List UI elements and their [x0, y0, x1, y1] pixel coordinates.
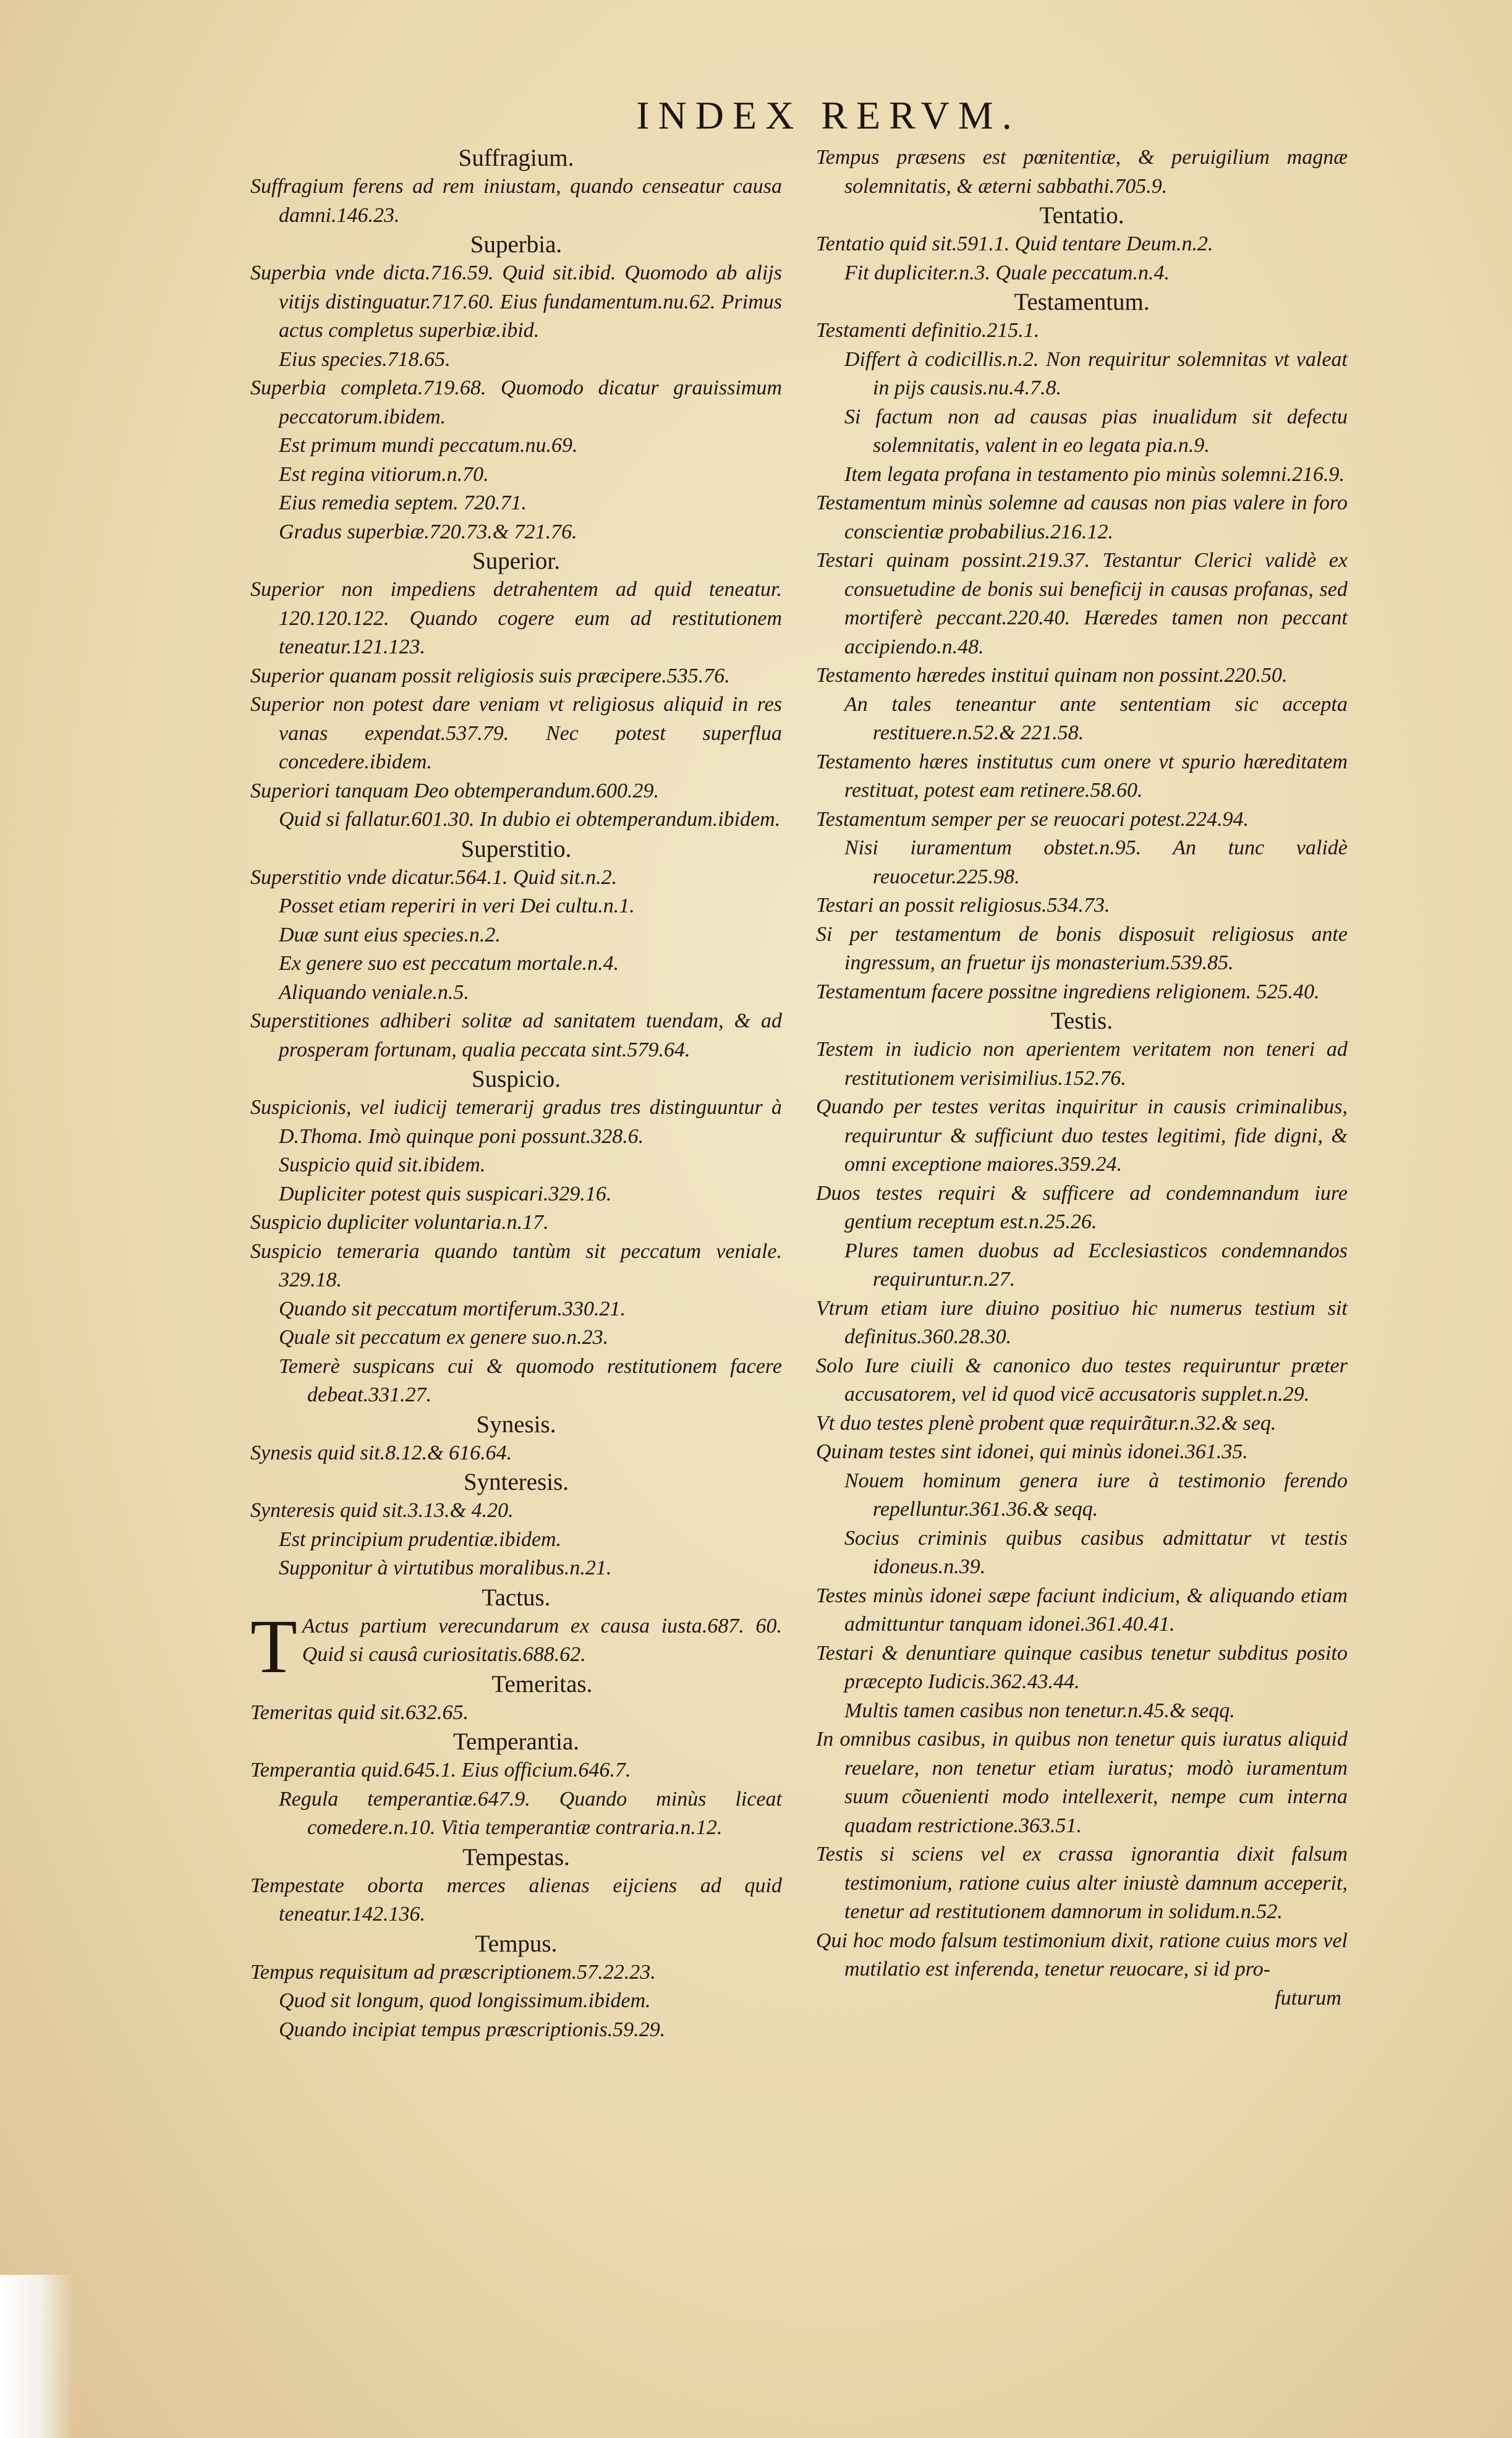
index-subentry: Item legata profana in testamento pio minùs solemni.216.9. [844, 462, 1345, 486]
index-subentry: Quando sit peccatum mortiferum.330.21. [279, 1297, 626, 1320]
index-entry: Suspicio dupliciter voluntaria.n.17. [250, 1211, 549, 1234]
index-subentry: Socius criminis quibus casibus admittatur vt testis idoneus.n.39. [844, 1526, 1348, 1578]
index-entry: Testem in iudicio non aperientem veritatem non teneri ad restitutionem verisimilius.152.76. [816, 1038, 1348, 1090]
index-subentry: Quale sit peccatum ex genere suo.n.23. [279, 1326, 609, 1349]
drop-cap: T [250, 1603, 297, 1689]
index-entry: Testamentum semper per se reuocari potest.224.94. [816, 807, 1249, 831]
index-subentry: Regula temperantiæ.647.9. Quando minùs liceat comedere.n.10. Vitia temperantiæ contraria.n.12. [279, 1787, 782, 1839]
index-subentry: Temerè suspicans cui & quomodo restitutionem facere debeat.331.27. [279, 1354, 782, 1406]
index-entry: Testamentum minùs solemne ad causas non pias valere in foro conscientiæ probabilius.216.12. [816, 491, 1348, 543]
index-entry: Vt duo testes plenè probent quæ requirãtur.n.32.& seq. [816, 1411, 1276, 1435]
index-entry: Quando per testes veritas inquiritur in causis criminalibus, requiruntur & sufficiunt duo testes legitimi, fide digni, & omni exceptione maiores.359.24. [816, 1095, 1348, 1176]
index-heading: Synesis. [476, 1411, 556, 1438]
index-subentry: An tales teneantur ante sententiam sic accepta restituere.n.52.& 221.58. [844, 692, 1348, 744]
index-entry: Testis si sciens vel ex crassa ignorantia dixit falsum testimonium, ratione cuius alter iniustè damnum acceperit, tenetur ad restitutionem damnorum in solidum.n.52. [816, 1843, 1348, 1923]
index-entry: Superstitio vnde dicatur.564.1. Quid sit.n.2. [250, 865, 618, 889]
index-entry: Solo Iure ciuili & canonico duo testes requiruntur præter accusatorem, vel id quod vicē accusatoris supplet.n.29. [816, 1354, 1348, 1406]
index-subentry: Posset etiam reperiri in veri Dei cultu.n.1. [279, 894, 635, 917]
index-subentry: Duæ sunt eius species.n.2. [279, 923, 501, 946]
index-heading: Superior. [472, 548, 560, 574]
index-heading: Testamentum. [1014, 289, 1150, 315]
index-subentry: Est regina vitiorum.n.70. [279, 462, 489, 486]
index-heading: Temperantia. [452, 1728, 580, 1755]
index-subentry: Quando incipiat tempus præscriptionis.59.29. [279, 2018, 666, 2041]
index-entry: Superiori tanquam Deo obtemperandum.600.29. [250, 779, 660, 802]
index-heading: Suffragium. [458, 145, 574, 171]
index-heading: Tempestas. [462, 1843, 570, 1871]
index-entry: Quinam testes sint idonei, qui minùs idonei.361.35. [816, 1440, 1248, 1463]
index-subentry: Differt à codicillis.n.2. Non requiritur solemnitas vt valeat in pijs causis.nu.4.7.8. [844, 347, 1348, 399]
index-entry: Tempestate oborta merces alienas eijciens ad quid teneatur.142.136. [250, 1874, 782, 1926]
index-subentry: Eius species.718.65. [279, 347, 451, 371]
index-subentry: Dupliciter potest quis suspicari.329.16. [279, 1182, 612, 1205]
index-subentry: Fit dupliciter.n.3. Quale peccatum.n.4. [844, 261, 1170, 284]
index-entry: Superbia vnde dicta.716.59. Quid sit.ibid. Quomodo ab alijs vitijs distinguatur.717.60. Eius fundamentum.nu.62. Primus actus completus superbiæ.ibid. [250, 261, 782, 342]
index-entry: Temperantia quid.645.1. Eius officium.646.7. [250, 1759, 631, 1782]
index-entry: Tempus requisitum ad præscriptionem.57.22.23. [250, 1960, 656, 1984]
index-heading: Tactus. [482, 1584, 551, 1611]
index-entry: Superstitiones adhiberi solitæ ad sanitatem tuendam, & ad prosperam fortunam, qualia peccata sint.579.64. [250, 1009, 782, 1061]
index-subentry: Nisi iuramentum obstet.n.95. An tunc validè reuocetur.225.98. [844, 836, 1348, 888]
index-subentry: Ex genere suo est peccatum mortale.n.4. [279, 952, 619, 975]
index-entry: Superior non potest dare veniam vt religiosus aliquid in res vanas expendat.537.79. Nec potest superflua concedere.ibidem. [250, 693, 782, 773]
index-entry: Temeritas quid sit.632.65. [250, 1701, 469, 1724]
entry-text: Actus partium verecundarum ex causa iusta.687. 60. Quid si causâ curiositatis.688.62. [302, 1614, 782, 1666]
index-entry: Testes minùs idonei sæpe faciunt indicium, & aliquando etiam admittuntur tanquam idonei.361.40.41. [816, 1584, 1348, 1636]
index-heading: Suspicio. [471, 1066, 561, 1092]
index-entry: Testamento hæres institutus cum onere vt spurio hæreditatem restituat, potest eam retinere.58.60. [816, 750, 1348, 802]
index-entry: Synteresis quid sit.3.13.& 4.20. [250, 1499, 514, 1522]
index-entry: Testamentum facere possitne ingrediens religionem. 525.40. [816, 980, 1320, 1003]
index-entry: Tempus præsens est pœnitentiæ, & peruigilium magnæ solemnitatis, & æterni sabbathi.705.9. [816, 146, 1348, 198]
index-heading: Tentatio. [1039, 202, 1124, 229]
index-subentry: Gradus superbiæ.720.73.& 721.76. [279, 520, 577, 543]
index-subentry: Supponitur à virtutibus moralibus.n.21. [279, 1557, 612, 1579]
index-entry: Qui hoc modo falsum testimonium dixit, ratione cuius mors vel mutilatio est inferenda, tenetur reuocare, si id pro- [816, 1929, 1348, 1981]
index-entry: Synesis quid sit.8.12.& 616.64. [250, 1441, 512, 1464]
right-column [816, 143, 1348, 2013]
index-subentry: Est primum mundi peccatum.nu.69. [279, 434, 578, 457]
index-subentry: Si factum non ad causas pias inualidum sit defectu solemnitatis, valent in eo legata pia.n.9. [844, 405, 1348, 457]
index-heading: Testis. [1050, 1008, 1113, 1034]
index-heading: Synteresis. [463, 1469, 569, 1495]
index-subentry: Quid si fallatur.601.30. In dubio ei obtemperandum.ibidem. [279, 808, 781, 831]
index-entry: Suspicio temeraria quando tantùm sit peccatum veniale. 329.18. [250, 1239, 782, 1291]
index-entry: Testari quinam possint.219.37. Testantur Clerici validè ex consuetudine de bonis sui beneficij in causas profanas, sed mortiferè peccant.220.40. Hæredes tamen non peccant accipiendo.n.48. [816, 549, 1348, 658]
index-entry: Superior quanam possit religiosis suis præcipere.535.76. [250, 664, 730, 687]
index-subentry: Suspicio quid sit.ibidem. [279, 1153, 486, 1176]
index-heading: Superstitio. [461, 835, 572, 862]
index-entry: Vtrum etiam iure diuino positiuo hic numerus testium sit definitus.360.28.30. [816, 1296, 1348, 1348]
index-entry: Superior non impediens detrahentem ad quid teneatur. 120.120.122. Quando cogere eum ad restitutionem teneatur.121.123. [250, 578, 782, 658]
index-subentry: Quod sit longum, quod longissimum.ibidem. [279, 1989, 651, 2012]
torn-page-edge [0, 2275, 74, 2438]
index-heading: Temeritas. [491, 1670, 593, 1697]
index-entry: Si per testamentum de bonis disposuit religiosus ante ingressum, an fruetur ijs monasterium.539.85. [816, 922, 1348, 974]
index-subentry: Multis tamen casibus non tenetur.n.45.& seqq. [844, 1699, 1235, 1722]
index-subentry: Aliquando veniale.n.5. [279, 980, 469, 1004]
index-entry: Testari & denuntiare quinque casibus tenetur subditus posito præcepto Iudicis.362.43.44. [816, 1641, 1348, 1693]
catchword: futurum [1275, 1986, 1341, 2010]
index-heading: Superbia. [470, 231, 563, 258]
index-entry: Suffragium ferens ad rem iniustam, quando censeatur causa damni.146.23. [250, 175, 782, 227]
index-entry: Testamenti definitio.215.1. [816, 319, 1040, 342]
index-entry: Testamento hæredes institui quinam non possint.220.50. [816, 664, 1288, 687]
index-entry: Duos testes requiri & sufficere ad condemnandum iure gentium receptum est.n.25.26. [816, 1181, 1348, 1233]
index-entry: Testari an possit religiosus.534.73. [816, 894, 1110, 917]
index-entry: Tentatio quid sit.591.1. Quid tentare Deum.n.2. [816, 232, 1213, 255]
index-subentry: Nouem hominum genera iure à testimonio ferendo repelluntur.361.36.& seqq. [844, 1469, 1348, 1521]
index-subentry: Plures tamen duobus ad Ecclesiasticos condemnandos requiruntur.n.27. [844, 1239, 1348, 1291]
index-entry: Superbia completa.719.68. Quomodo dicatur grauissimum peccatorum.ibidem. [250, 376, 782, 428]
index-heading: Tempus. [475, 1930, 558, 1957]
running-head: INDEX RERVM. [636, 93, 1021, 137]
index-subentry: Est principium prudentiæ.ibidem. [279, 1527, 562, 1551]
left-column [250, 143, 782, 2044]
index-entry: Suspicionis, vel iudicij temerarij gradus tres distinguuntur à D.Thoma. Imò quinque poni possunt.328.6. [250, 1096, 782, 1148]
index-entry: In omnibus casibus, in quibus non tenetur quis iuratus aliquid reuelare, non tenetur etiam iuratus; modò iuramentum suum cõuenienti modo intellexerit, nempe cum interna quadam restrictione.363.51. [816, 1728, 1348, 1837]
index-subentry: Eius remedia septem. 720.71. [279, 491, 527, 514]
